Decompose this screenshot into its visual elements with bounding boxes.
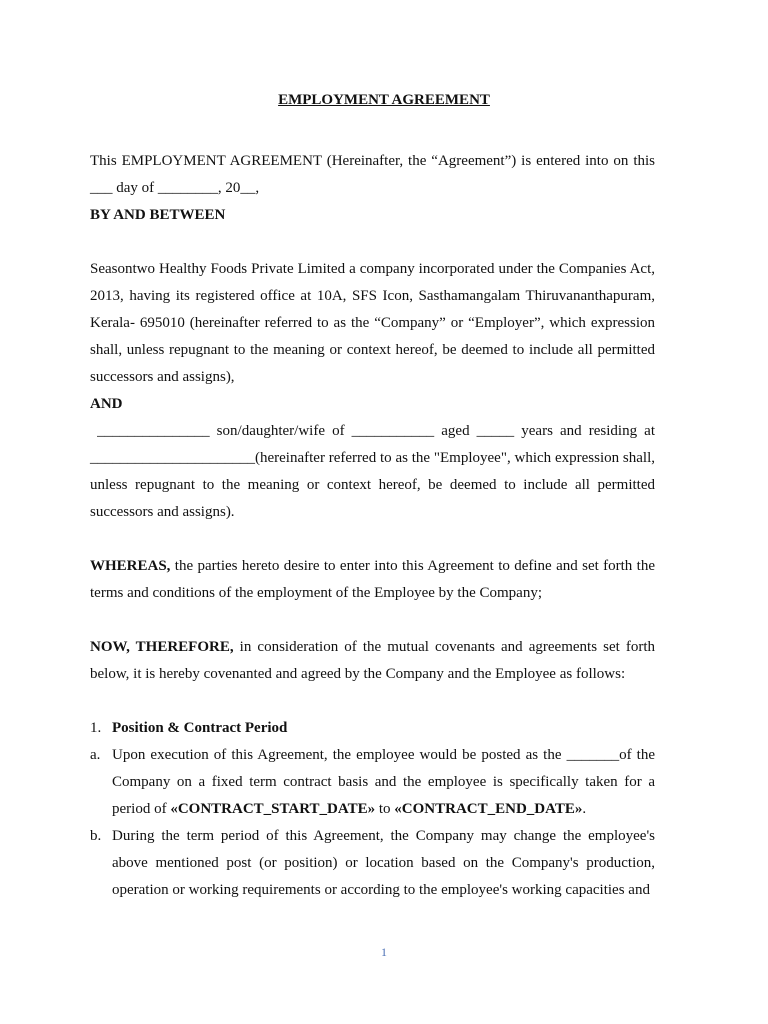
item-a-text-part3: . — [582, 801, 587, 817]
whereas-text: the parties hereto desire to enter into this Agreement to define and set forth the terms and conditions of the employment of the Employee by the Company; — [90, 558, 655, 601]
and-heading: AND — [90, 396, 123, 412]
list-item-a-marker: a. — [90, 747, 101, 763]
employee-paragraph — [90, 418, 655, 526]
now-therefore-paragraph — [90, 634, 655, 688]
list-item-a — [90, 742, 655, 823]
whereas-lead: WHEREAS, — [90, 558, 171, 574]
page-number: 1 — [381, 945, 387, 959]
section-1-heading — [90, 715, 655, 742]
by-and-between-heading: BY AND BETWEEN — [90, 207, 226, 223]
contract-end-date-field: «CONTRACT_END_DATE» — [394, 801, 583, 817]
document-title: EMPLOYMENT AGREEMENT — [278, 92, 490, 108]
section-1-number: 1. — [90, 720, 102, 736]
item-a-text-part2: to — [375, 801, 395, 817]
employee-paragraph-text: _______________ son/daughter/wife of ___________ aged _____ years and residing at ______________________(hereinafter referred to as the "Employee", which expression shall, unless repugnant to the meaning or context hereof, be deemed to include all permitted successors and assigns). — [90, 423, 655, 520]
section-1-title: Position & Contract Period — [112, 720, 288, 736]
intro-paragraph: This EMPLOYMENT AGREEMENT (Hereinafter, the “Agreement”) is entered into on this ___ day of ________, 20__, — [90, 153, 655, 196]
list-item-b-marker: b. — [90, 828, 102, 844]
item-a-text-part1: Upon execution of this Agreement, the employee would be posted as the _______of the Company on a fixed term contract basis and the employee is specifically taken for a period of — [112, 747, 655, 817]
now-therefore-lead: NOW, THEREFORE, — [90, 639, 234, 655]
list-item-b — [90, 823, 655, 904]
whereas-paragraph — [90, 553, 655, 607]
list-item-a-text — [112, 742, 655, 823]
document-body — [90, 148, 655, 904]
list-item-b-text: During the term period of this Agreement, the Company may change the employee's above mentioned post (or position) or location based on the Company's production, operation or working requirements or according to the employee's working capacities and — [112, 828, 655, 898]
contract-start-date-field: «CONTRACT_START_DATE» — [170, 801, 376, 817]
company-paragraph: Seasontwo Healthy Foods Private Limited a company incorporated under the Companies Act, 2013, having its registered office at 10A, SFS Icon, Sasthamangalam Thiruvananthapuram, Kerala- 695010 (hereinafter referred to as the “Company” or “Employer”, which expression shall, unless repugnant to the meaning or context hereof, be deemed to include all permitted successors and assigns), — [90, 261, 655, 385]
now-therefore-text: in consideration of the mutual covenants and agreements set forth below, it is hereby covenanted and agreed by the Company and the Employee as follows: — [90, 639, 655, 682]
